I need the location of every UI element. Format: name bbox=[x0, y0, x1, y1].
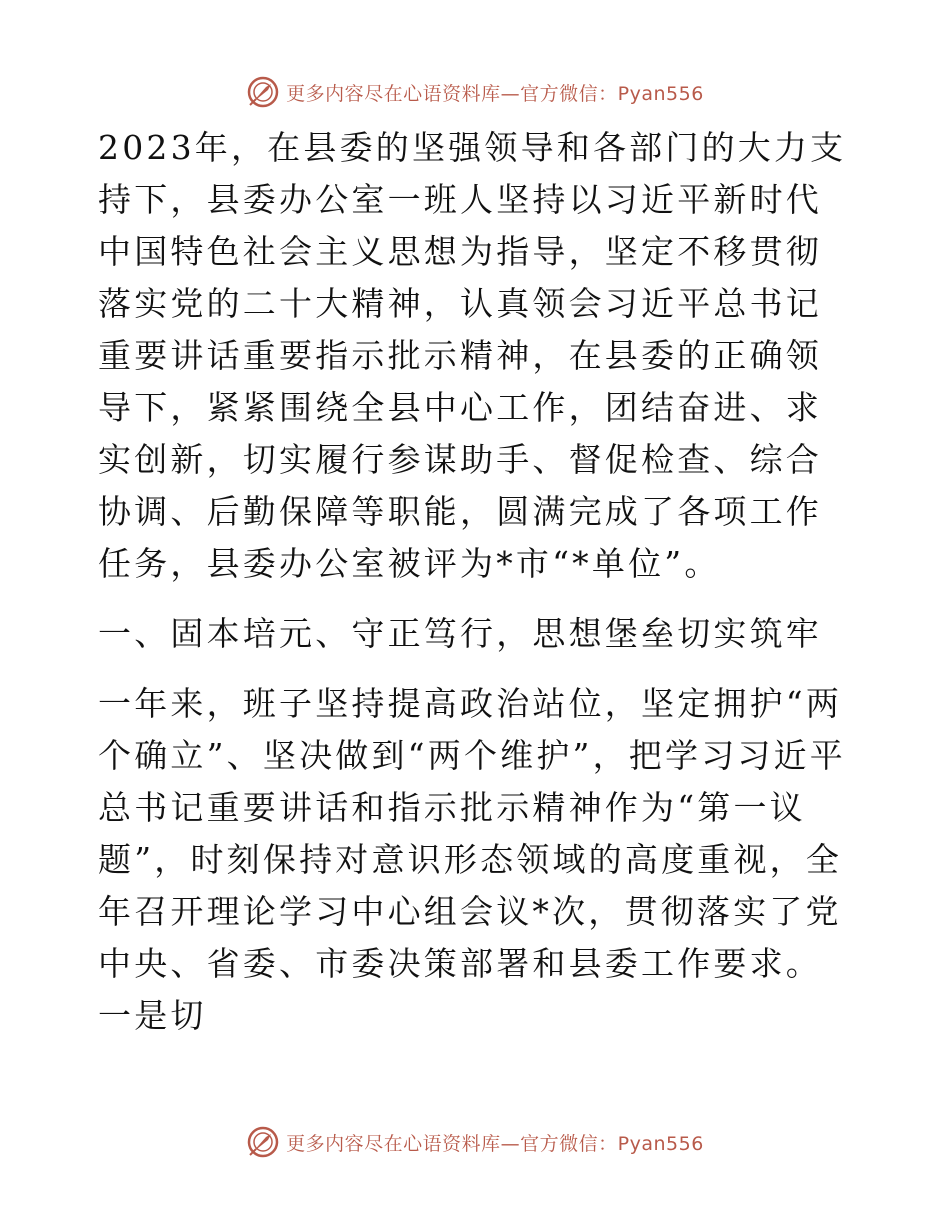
header-watermark bbox=[0, 72, 950, 112]
paragraph-intro: 2023年，在县委的坚强领导和各部门的大力支持下，县委办公室一班人坚持以习近平新时代中国特色社会主义思想为指导，坚定不移贯彻落实党的二十大精神，认真领会习近平总书记重要讲话重要指示批示精神，在县委的正确领导下，紧紧围绕全县中心工作，团结奋进、求实创新，切实履行参谋助手、督促检查、综合协调、后勤保障等职能，圆满完成了各项工作任务，县委办公室被评为*市“*单位”。 bbox=[98, 128, 847, 583]
watermark-text: 更多内容尽在心语资料库—官方微信：Pyan556 bbox=[286, 1132, 704, 1155]
footer-watermark bbox=[0, 1122, 950, 1162]
pen-nib-logo-icon bbox=[246, 1125, 280, 1159]
paragraph-section-1: 一年来，班子坚持提高政治站位，坚定拥护“两个确立”、坚决做到“两个维护”，把学习习近平总书记重要讲话和指示批示精神作为“第一议题”，时刻保持对意识形态领域的高度重视，全年召开理论学习中心组会议*次，贯彻落实了党中央、省委、市委决策部署和县委工作要求。一是切 bbox=[98, 684, 847, 1035]
watermark-text: 更多内容尽在心语资料库—官方微信：Pyan556 bbox=[286, 82, 704, 105]
document-body bbox=[98, 122, 858, 1042]
pen-nib-logo-icon bbox=[246, 75, 280, 109]
section-heading-1: 一、固本培元、守正笃行，思想堡垒切实筑牢 bbox=[98, 614, 822, 653]
